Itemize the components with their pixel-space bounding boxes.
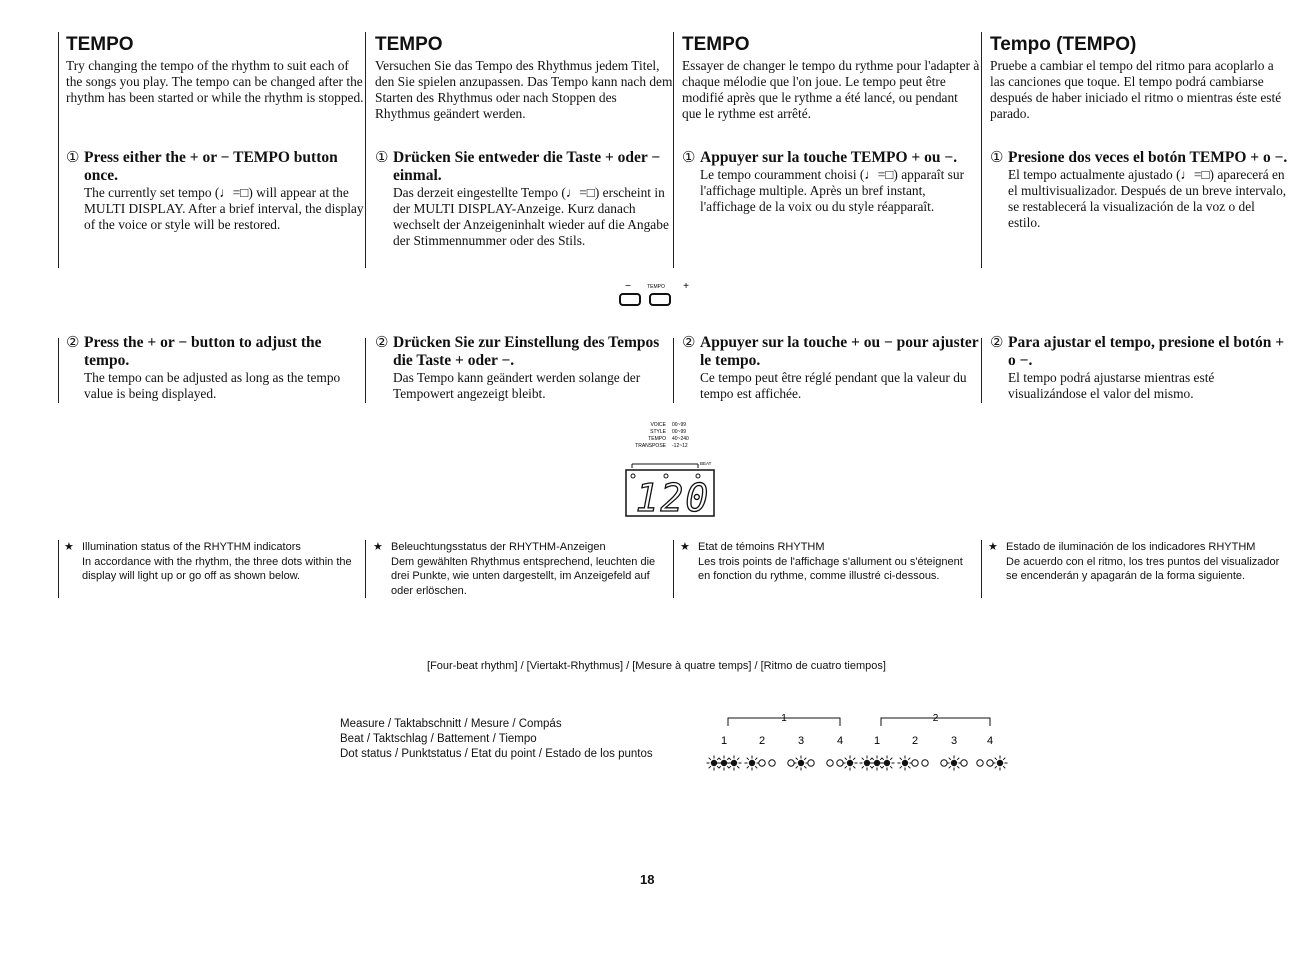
section-title: TEMPO — [66, 34, 134, 55]
beat-diagram — [700, 708, 1010, 778]
dot-unlit — [941, 760, 947, 766]
step-number: ① — [990, 150, 1004, 166]
dot-ray — [900, 758, 902, 760]
german-step-1 — [375, 149, 673, 249]
intro-text: Essayer de changer le tempo du rythme pour l'adapter à chaque mélodie que l'on joue. Le tempo peut être modifié après que le rythme a été lancé, ou pendant que le rythme est arrêté. — [682, 58, 980, 121]
range-name: TRANSPOSE — [635, 443, 666, 449]
step-heading: Appuyer sur la touche + ou − pour ajuster le tempo. — [700, 334, 979, 369]
note-heading: Etat de témoins RHYTHM — [698, 541, 825, 553]
column-rule — [673, 32, 674, 268]
dot-lit — [847, 760, 853, 766]
dot-unlit — [808, 760, 814, 766]
beat-number: 1 — [720, 735, 728, 747]
note-body: In accordance with the rhythm, the three dots within the display will light up or go off as shown below. — [82, 555, 352, 582]
tempo-buttons-illustration — [614, 278, 724, 308]
step-heading: Drücken Sie entweder die Taste + oder − einmal. — [393, 149, 661, 184]
column-rule — [58, 338, 59, 403]
dot-ray — [709, 758, 711, 760]
note-heading: Beleuchtungsstatus der RHYTHM-Anzeigen — [391, 541, 606, 553]
dot-ray — [845, 766, 847, 768]
step-body: Das derzeit eingestellte Tempo (♩=□) erscheint in der MULTI DISPLAY-Anzeige. Kurz danach wechselt der Anzeigeninhalt wieder auf die Angabe der Stimmennummer oder des Stils. — [393, 185, 669, 248]
step-number: ② — [682, 335, 696, 351]
dot-unlit — [977, 760, 983, 766]
step-number: ② — [375, 335, 389, 351]
display-value: 120 — [635, 476, 711, 520]
dot-ray — [995, 758, 997, 760]
note-body: Dem gewählten Rhythmus entsprechend, leuchten die drei Punkte, wie unten dargestellt, im Anzeigefeld auf oder erlöschen. — [391, 555, 656, 597]
beat-number: 1 — [873, 735, 881, 747]
star-icon: ★ — [373, 541, 383, 553]
column-rule — [673, 540, 674, 598]
dot-ray — [900, 766, 902, 768]
spanish-step-2 — [990, 334, 1288, 402]
measure-number: 2 — [932, 713, 939, 724]
step-number: ① — [375, 150, 389, 166]
column-rule — [673, 338, 674, 403]
step-heading: Presione dos veces el botón TEMPO + o −. — [1008, 149, 1288, 166]
beat-number: 2 — [911, 735, 919, 747]
step-heading: Appuyer sur la touche TEMPO + ou −. — [700, 149, 958, 166]
dot-unlit — [837, 760, 843, 766]
dot-ray — [862, 766, 864, 768]
step-heading: Drücken Sie zur Einstellung des Tempos die Taste + oder −. — [393, 334, 660, 369]
step-number: ① — [682, 150, 696, 166]
measure-number: 1 — [781, 713, 787, 724]
dot-ray — [890, 766, 892, 768]
tempo-plus-label: + — [683, 281, 689, 292]
section-title: TEMPO — [375, 34, 443, 55]
tempo-minus-label: − — [625, 281, 631, 292]
dot-ray — [853, 766, 855, 768]
dot-ray — [872, 766, 874, 768]
english-step-2 — [66, 334, 364, 402]
star-icon: ★ — [64, 541, 74, 553]
dot-ray — [796, 766, 798, 768]
intro-text: Pruebe a cambiar el tempo del ritmo para acoplarlo a las canciones que toque. El tempo podrá cambiarse después de haber iniciado el ritmo o mientras éste esté parado. — [990, 58, 1282, 121]
step-body: El tempo podrá ajustarse mientras esté visualizándose el valor del mismo. — [1008, 370, 1215, 401]
step-heading: Press the + or − button to adjust the tempo. — [84, 334, 322, 369]
dot-lit — [798, 760, 804, 766]
step-body: The tempo can be adjusted as long as the tempo value is being displayed. — [84, 370, 341, 401]
dot-ray — [796, 758, 798, 760]
note-heading: Illumination status of the RHYTHM indicators — [82, 541, 301, 553]
dot-unlit — [769, 760, 775, 766]
column-rule — [58, 32, 59, 268]
range-value: 40~240 — [672, 436, 689, 442]
range-name: STYLE — [650, 429, 666, 435]
range-labels — [635, 422, 689, 449]
beat-number: 4 — [836, 735, 844, 747]
star-icon: ★ — [988, 541, 998, 553]
spanish-column — [990, 34, 1288, 122]
range-value: 00~99 — [672, 422, 687, 428]
dot-ray — [1003, 766, 1005, 768]
french-step-1 — [682, 149, 980, 215]
dot-unlit — [788, 760, 794, 766]
intro-text: Versuchen Sie das Tempo des Rhythmus jedem Titel, den Sie spielen anzupassen. Das Tempo kann nach dem Starten des Rhythmus oder nach Stoppen des Rhythmus geändert werden. — [375, 58, 673, 121]
column-rule — [981, 32, 982, 268]
dot-ray — [737, 758, 739, 760]
range-name: VOICE — [650, 422, 666, 428]
dot-lit — [749, 760, 755, 766]
german-note — [375, 540, 665, 598]
section-title: Tempo (TEMPO) — [990, 34, 1137, 55]
step-number: ② — [66, 335, 80, 351]
column-rule — [981, 540, 982, 598]
dot-ray — [747, 758, 749, 760]
range-value: 00~99 — [672, 429, 687, 435]
dot-ray — [729, 766, 731, 768]
dot-ray — [729, 758, 731, 760]
dot-lit — [902, 760, 908, 766]
multi-display-illustration — [620, 418, 730, 520]
intro-text: Try changing the tempo of the rhythm to suit each of the songs you play. The tempo can be changed after the rhythm has been started or while the rhythm is stopped. — [66, 58, 364, 105]
dot-lit — [951, 760, 957, 766]
dot-lit — [711, 760, 717, 766]
section-title: TEMPO — [682, 34, 750, 55]
beat-number: 3 — [797, 735, 805, 747]
star-icon: ★ — [680, 541, 690, 553]
column-rule — [981, 338, 982, 403]
tempo-plus-button[interactable] — [650, 294, 670, 305]
dot-ray — [890, 758, 892, 760]
beat-dot — [631, 474, 635, 478]
column-rule — [58, 540, 59, 598]
english-note — [66, 540, 356, 584]
dot-ray — [747, 766, 749, 768]
dot-ray — [845, 758, 847, 760]
dot-ray — [872, 758, 874, 760]
dot-unlit — [987, 760, 993, 766]
legend-measure: Measure / Taktabschnitt / Mesure / Compás — [340, 718, 562, 730]
english-step-1 — [66, 149, 364, 233]
dot-ray — [804, 766, 806, 768]
beat-number: 2 — [758, 735, 766, 747]
dot-ray — [949, 766, 951, 768]
note-body: Les trois points de l'affichage s'allument ou s'éteignent en fonction du rythme, comme illustré ci-dessous. — [698, 555, 963, 582]
dot-unlit — [827, 760, 833, 766]
english-column — [66, 34, 364, 106]
step-body: Das Tempo kann geändert werden solange der Tempowert angezeigt bleibt. — [393, 370, 641, 401]
dot-unlit — [922, 760, 928, 766]
dot-ray — [1003, 758, 1005, 760]
range-value: -12~12 — [672, 443, 688, 449]
step-body: Ce tempo peut être réglé pendant que la valeur du tempo est affichée. — [700, 370, 967, 401]
dot-ray — [957, 758, 959, 760]
dot-ray — [853, 758, 855, 760]
spanish-note — [990, 540, 1280, 584]
dot-ray — [719, 766, 721, 768]
dot-ray — [908, 758, 910, 760]
rhythm-caption: [Four-beat rhythm] / [Viertakt-Rhythmus] / [Mesure à quatre temps] / [Ritmo de cuatro tiempos] — [427, 660, 886, 672]
beat-number: 4 — [986, 735, 994, 747]
step-number: ① — [66, 150, 80, 166]
dot-ray — [804, 758, 806, 760]
note-body: De acuerdo con el ritmo, los tres puntos del visualizador se encenderán y apagarán de la forma siguiente. — [1006, 555, 1280, 582]
dot-ray — [755, 758, 757, 760]
french-note — [682, 540, 972, 584]
step-body: Le tempo couramment choisi (♩=□) apparaît sur l'affichage multiple. Après un bref instant, l'affichage de la voix ou du style réapparaît. — [700, 167, 965, 214]
dot-ray — [882, 766, 884, 768]
tempo-button-label: TEMPO — [647, 284, 665, 290]
step-heading: Press either the + or − TEMPO button once. — [84, 149, 338, 184]
column-rule — [365, 540, 366, 598]
legend-beat: Beat / Taktschlag / Battement / Tiempo — [340, 733, 537, 745]
range-name: TEMPO — [648, 436, 666, 442]
page-number: 18 — [640, 872, 655, 887]
dot-lit — [864, 760, 870, 766]
dot-lit — [731, 760, 737, 766]
french-step-2 — [682, 334, 980, 402]
dot-ray — [709, 766, 711, 768]
dot-ray — [882, 758, 884, 760]
german-step-2 — [375, 334, 673, 402]
dot-unlit — [759, 760, 765, 766]
dot-lit — [721, 760, 727, 766]
dot-ray — [719, 758, 721, 760]
beat-number: 3 — [950, 735, 958, 747]
rhythm-legend — [340, 717, 653, 762]
beat-label: BEAT — [700, 461, 712, 466]
column-rule — [365, 338, 366, 403]
dot-ray — [862, 758, 864, 760]
dot-ray — [737, 766, 739, 768]
step-number: ② — [990, 335, 1004, 351]
step-body: El tempo actualmente ajustado (♩=□) aparecerá en el multivisualizador. Después de un breve intervalo, se restablecerá la visualización de la voz o del estilo. — [1008, 167, 1287, 230]
dot-lit — [997, 760, 1003, 766]
german-column — [375, 34, 673, 122]
column-rule — [365, 32, 366, 268]
dot-ray — [908, 766, 910, 768]
dot-ray — [995, 766, 997, 768]
dot-unlit — [912, 760, 918, 766]
dot-ray — [957, 766, 959, 768]
french-column — [682, 34, 980, 122]
dot-ray — [949, 758, 951, 760]
tempo-minus-button[interactable] — [620, 294, 640, 305]
dot-ray — [755, 766, 757, 768]
step-body: The currently set tempo (♩=□) will appear at the MULTI DISPLAY. After a brief interval, the display of the voice or style will be restored. — [84, 185, 364, 232]
step-heading: Para ajustar el tempo, presione el botón + o −. — [1008, 334, 1285, 369]
spanish-step-1 — [990, 149, 1288, 231]
dot-lit — [884, 760, 890, 766]
note-heading: Estado de iluminación de los indicadores RHYTHM — [1006, 541, 1256, 553]
legend-dot-status: Dot status / Punktstatus / Etat du point / Estado de los puntos — [340, 748, 653, 760]
dot-lit — [874, 760, 880, 766]
dot-unlit — [961, 760, 967, 766]
